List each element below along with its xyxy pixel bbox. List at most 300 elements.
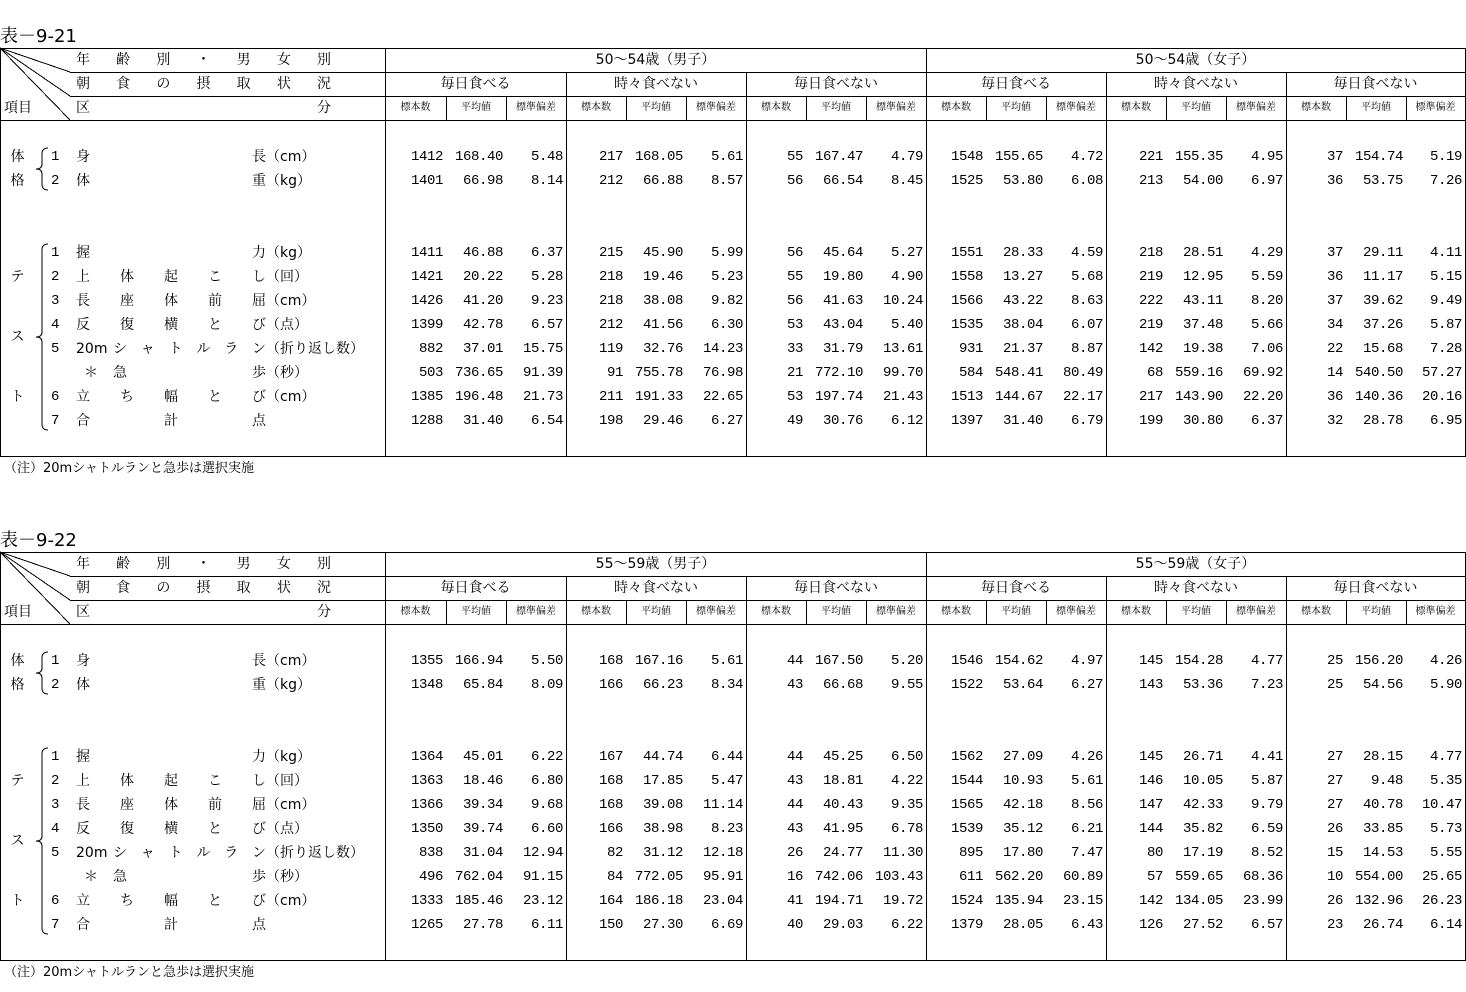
std-dev-cell: 8.09 [530, 677, 563, 693]
item-name: 長 座 体 前 屈 [76, 293, 266, 309]
item-name: 反 復 横 と び [76, 821, 266, 837]
item-unit: （回） [266, 269, 308, 285]
std-dev-cell: 4.22 [890, 773, 923, 789]
sample-count-cell: 68 [1146, 365, 1163, 381]
mean-value-cell: 45.64 [822, 245, 863, 261]
sample-count-cell: 43 [786, 773, 803, 789]
sample-count-cell: 144 [1138, 821, 1163, 837]
mean-value-cell: 154.28 [1174, 653, 1223, 669]
mean-value-cell: 562.20 [994, 869, 1043, 885]
mean-value-cell: 26.74 [1362, 917, 1403, 933]
sample-count-cell: 1348 [410, 677, 443, 693]
item-number: 3 [51, 293, 60, 309]
table-row [0, 865, 1466, 889]
breakfast-status-header-label: 朝 食 の 摂 取 状 況 [76, 580, 331, 596]
std-dev-cell: 9.23 [530, 293, 563, 309]
std-dev-cell: 4.41 [1250, 749, 1283, 765]
mean-value-cell: 12.95 [1182, 269, 1223, 285]
table-row [0, 241, 1466, 265]
sample-count-cell: 145 [1138, 653, 1163, 669]
sample-count-cell: 142 [1138, 893, 1163, 909]
section-label: 格 [10, 173, 25, 189]
header-diagonal-line [0, 48, 70, 72]
stat-column-header: 標本数 [1301, 606, 1331, 617]
mean-value-cell: 27.30 [642, 917, 683, 933]
sample-count-cell: 36 [1326, 389, 1343, 405]
mean-value-cell: 53.80 [1002, 173, 1043, 189]
std-dev-cell: 21.73 [522, 389, 563, 405]
item-unit: （秒） [266, 365, 308, 381]
mean-value-cell: 548.41 [994, 365, 1043, 381]
table-row [0, 673, 1466, 697]
std-dev-cell: 10.47 [1421, 797, 1462, 813]
item-unit: （折り返し数） [266, 341, 364, 357]
section-label: ト [10, 389, 25, 405]
sample-count-cell: 167 [598, 749, 623, 765]
stat-column-header: 標準偏差 [516, 606, 556, 617]
std-dev-cell: 5.28 [530, 269, 563, 285]
table-row [0, 289, 1466, 313]
std-dev-cell: 5.15 [1429, 269, 1462, 285]
item-number: 4 [51, 317, 60, 333]
std-dev-cell: 5.61 [1070, 773, 1103, 789]
std-dev-cell: 6.54 [530, 413, 563, 429]
std-dev-cell: 5.68 [1070, 269, 1103, 285]
mean-value-cell: 167.16 [634, 653, 683, 669]
sample-count-cell: 1363 [410, 773, 443, 789]
table-row [0, 265, 1466, 289]
stat-column-header: 標準偏差 [1236, 102, 1276, 113]
breakfast-group-header: 毎日食べない [1333, 580, 1418, 596]
breakfast-group-header: 毎日食べない [794, 580, 878, 596]
mean-value-cell: 140.36 [1354, 389, 1403, 405]
mean-value-cell: 168.40 [454, 149, 503, 165]
item-number: 2 [51, 269, 60, 285]
std-dev-cell: 7.23 [1250, 677, 1283, 693]
age-sex-group-header: 55～59歳（女子） [1135, 556, 1256, 572]
sample-count-cell: 26 [786, 845, 803, 861]
mean-value-cell: 40.78 [1362, 797, 1403, 813]
mean-value-cell: 29.03 [822, 917, 863, 933]
item-name: 握 力 [76, 749, 266, 765]
breakfast-group-header: 時々食べない [1154, 76, 1238, 92]
item-number: 7 [51, 413, 60, 429]
table-row [0, 913, 1466, 937]
item-number: 3 [51, 797, 60, 813]
mean-value-cell: 37.26 [1362, 317, 1403, 333]
sample-count-cell: 931 [958, 341, 983, 357]
mean-value-cell: 540.50 [1354, 365, 1403, 381]
sample-count-cell: 57 [1146, 869, 1163, 885]
sample-count-cell: 1562 [950, 749, 983, 765]
std-dev-cell: 13.61 [882, 341, 923, 357]
sample-count-cell: 91 [606, 365, 623, 381]
mean-value-cell: 144.67 [994, 389, 1043, 405]
mean-value-cell: 41.63 [822, 293, 863, 309]
header-diagonal-line [0, 552, 70, 576]
std-dev-cell: 15.75 [522, 341, 563, 357]
std-dev-cell: 95.91 [702, 869, 743, 885]
mean-value-cell: 66.88 [642, 173, 683, 189]
sample-count-cell: 895 [958, 845, 983, 861]
sample-count-cell: 838 [418, 845, 443, 861]
std-dev-cell: 5.66 [1250, 317, 1283, 333]
sample-count-cell: 40 [786, 917, 803, 933]
std-dev-cell: 5.27 [890, 245, 923, 261]
mean-value-cell: 54.00 [1182, 173, 1223, 189]
std-dev-cell: 69.92 [1242, 365, 1283, 381]
stat-column-header: 標本数 [1121, 102, 1151, 113]
std-dev-cell: 11.14 [702, 797, 743, 813]
std-dev-cell: 6.78 [890, 821, 923, 837]
item-name: 体 重 [76, 677, 266, 693]
table-row [0, 313, 1466, 337]
sample-count-cell: 1366 [410, 797, 443, 813]
std-dev-cell: 9.35 [890, 797, 923, 813]
item-number: 2 [51, 173, 60, 189]
mean-value-cell: 17.19 [1182, 845, 1223, 861]
sample-count-cell: 53 [786, 317, 803, 333]
std-dev-cell: 103.43 [874, 869, 923, 885]
mean-value-cell: 41.95 [822, 821, 863, 837]
mean-value-cell: 31.79 [822, 341, 863, 357]
sample-count-cell: 219 [1138, 317, 1163, 333]
sample-count-cell: 33 [786, 341, 803, 357]
sample-count-cell: 22 [1326, 341, 1343, 357]
sample-count-cell: 1379 [950, 917, 983, 933]
item-number: 5 [51, 845, 60, 861]
std-dev-cell: 12.18 [702, 845, 743, 861]
sample-count-cell: 218 [598, 269, 623, 285]
item-unit: （cm） [266, 389, 316, 405]
sample-count-cell: 44 [786, 797, 803, 813]
std-dev-cell: 8.14 [530, 173, 563, 189]
item-unit: （kg） [266, 245, 311, 261]
stat-column-header: 標本数 [581, 606, 611, 617]
std-dev-cell: 6.21 [1070, 821, 1103, 837]
stat-column-header: 平均値 [1001, 102, 1031, 113]
sample-count-cell: 215 [598, 245, 623, 261]
sample-count-cell: 43 [786, 821, 803, 837]
mean-value-cell: 28.15 [1362, 749, 1403, 765]
mean-value-cell: 11.17 [1362, 269, 1403, 285]
sample-count-cell: 34 [1326, 317, 1343, 333]
table-title: 表－9-21 [0, 26, 77, 47]
stat-column-header: 平均値 [641, 606, 671, 617]
header-diagonal-line [0, 552, 70, 600]
std-dev-cell: 22.17 [1062, 389, 1103, 405]
sample-count-cell: 168 [598, 797, 623, 813]
sample-count-cell: 496 [418, 869, 443, 885]
sample-count-cell: 503 [418, 365, 443, 381]
std-dev-cell: 8.52 [1250, 845, 1283, 861]
sample-count-cell: 168 [598, 773, 623, 789]
stat-column-header: 平均値 [1181, 102, 1211, 113]
mean-value-cell: 37.48 [1182, 317, 1223, 333]
mean-value-cell: 167.47 [814, 149, 863, 165]
stat-column-header: 標準偏差 [696, 102, 736, 113]
sample-count-cell: 217 [1138, 389, 1163, 405]
std-dev-cell: 7.28 [1429, 341, 1462, 357]
std-dev-cell: 6.07 [1070, 317, 1103, 333]
table-row [0, 793, 1466, 817]
stat-column-header: 平均値 [821, 102, 851, 113]
std-dev-cell: 6.37 [1250, 413, 1283, 429]
mean-value-cell: 43.22 [1002, 293, 1043, 309]
age-sex-header-label: 年 齢 別 ・ 男 女 別 [76, 556, 331, 572]
mean-value-cell: 194.71 [814, 893, 863, 909]
sample-count-cell: 211 [598, 389, 623, 405]
mean-value-cell: 742.06 [814, 869, 863, 885]
sample-count-cell: 142 [1138, 341, 1163, 357]
std-dev-cell: 91.15 [522, 869, 563, 885]
std-dev-cell: 8.57 [710, 173, 743, 189]
sample-count-cell: 1513 [950, 389, 983, 405]
item-unit: （cm） [266, 653, 316, 669]
stat-column-header: 標本数 [400, 606, 431, 617]
sample-count-cell: 143 [1138, 677, 1163, 693]
sample-count-cell: 1399 [410, 317, 443, 333]
std-dev-cell: 6.97 [1250, 173, 1283, 189]
mean-value-cell: 18.81 [822, 773, 863, 789]
sample-count-cell: 27 [1326, 773, 1343, 789]
category-header-label: 区 分 [76, 100, 331, 116]
mean-value-cell: 14.53 [1362, 845, 1403, 861]
header-diagonal-line [0, 48, 70, 96]
mean-value-cell: 143.90 [1174, 389, 1223, 405]
table-row [0, 769, 1466, 793]
sample-count-cell: 25 [1326, 677, 1343, 693]
std-dev-cell: 9.79 [1250, 797, 1283, 813]
sample-count-cell: 199 [1138, 413, 1163, 429]
sample-count-cell: 14 [1326, 365, 1343, 381]
item-name: 合 計 点 [76, 917, 266, 933]
mean-value-cell: 132.96 [1354, 893, 1403, 909]
std-dev-cell: 5.73 [1429, 821, 1462, 837]
std-dev-cell: 9.68 [530, 797, 563, 813]
sample-count-cell: 119 [598, 341, 623, 357]
std-dev-cell: 68.36 [1242, 869, 1283, 885]
mean-value-cell: 168.05 [634, 149, 683, 165]
item-header-label: 項目 [4, 604, 32, 620]
sample-count-cell: 84 [606, 869, 623, 885]
stat-column-header: 平均値 [461, 606, 491, 617]
sample-count-cell: 221 [1138, 149, 1163, 165]
sample-count-cell: 1385 [410, 389, 443, 405]
stat-column-header: 標準偏差 [876, 606, 916, 617]
sample-count-cell: 584 [958, 365, 983, 381]
sample-count-cell: 1355 [410, 653, 443, 669]
mean-value-cell: 29.46 [642, 413, 683, 429]
mean-value-cell: 755.78 [634, 365, 683, 381]
std-dev-cell: 5.40 [890, 317, 923, 333]
breakfast-group-header: 毎日食べる [440, 580, 511, 596]
std-dev-cell: 80.49 [1062, 365, 1103, 381]
mean-value-cell: 39.34 [462, 797, 503, 813]
std-dev-cell: 9.49 [1429, 293, 1462, 309]
mean-value-cell: 53.75 [1362, 173, 1403, 189]
sample-count-cell: 55 [786, 149, 803, 165]
mean-value-cell: 27.78 [462, 917, 503, 933]
std-dev-cell: 6.27 [710, 413, 743, 429]
std-dev-cell: 8.87 [1070, 341, 1103, 357]
std-dev-cell: 6.69 [710, 917, 743, 933]
std-dev-cell: 6.79 [1070, 413, 1103, 429]
item-prefix: 20m [76, 341, 108, 357]
sample-count-cell: 611 [958, 869, 983, 885]
std-dev-cell: 4.72 [1070, 149, 1103, 165]
mean-value-cell: 39.08 [642, 797, 683, 813]
mean-value-cell: 166.94 [454, 653, 503, 669]
std-dev-cell: 6.95 [1429, 413, 1462, 429]
std-dev-cell: 10.24 [882, 293, 923, 309]
mean-value-cell: 554.00 [1354, 869, 1403, 885]
breakfast-group-header: 毎日食べる [981, 580, 1051, 596]
std-dev-cell: 8.20 [1250, 293, 1283, 309]
item-name: 上 体 起 こ し [76, 773, 266, 789]
item-number: 1 [51, 749, 60, 765]
sample-count-cell: 164 [598, 893, 623, 909]
std-dev-cell: 5.90 [1429, 677, 1462, 693]
section-label: 格 [10, 677, 25, 693]
sample-count-cell: 21 [786, 365, 803, 381]
stat-column-header: 標準偏差 [1056, 102, 1096, 113]
std-dev-cell: 7.47 [1070, 845, 1103, 861]
table-row [0, 745, 1466, 769]
sample-count-cell: 147 [1138, 797, 1163, 813]
mean-value-cell: 66.54 [822, 173, 863, 189]
mean-value-cell: 45.25 [822, 749, 863, 765]
sample-count-cell: 219 [1138, 269, 1163, 285]
std-dev-cell: 12.94 [522, 845, 563, 861]
std-dev-cell: 5.87 [1250, 773, 1283, 789]
sample-count-cell: 1401 [410, 173, 443, 189]
mean-value-cell: 134.05 [1174, 893, 1223, 909]
std-dev-cell: 5.23 [710, 269, 743, 285]
sample-count-cell: 166 [598, 821, 623, 837]
mean-value-cell: 17.80 [1002, 845, 1043, 861]
std-dev-cell: 4.59 [1070, 245, 1103, 261]
std-dev-cell: 6.30 [710, 317, 743, 333]
table-row [0, 337, 1466, 361]
sample-count-cell: 41 [786, 893, 803, 909]
sample-count-cell: 26 [1326, 893, 1343, 909]
std-dev-cell: 6.22 [530, 749, 563, 765]
std-dev-cell: 6.43 [1070, 917, 1103, 933]
mean-value-cell: 19.46 [642, 269, 683, 285]
std-dev-cell: 9.82 [710, 293, 743, 309]
sample-count-cell: 43 [786, 677, 803, 693]
sample-count-cell: 44 [786, 653, 803, 669]
item-name: 身 長 [76, 149, 266, 165]
mean-value-cell: 20.22 [462, 269, 503, 285]
std-dev-cell: 60.89 [1062, 869, 1103, 885]
mean-value-cell: 46.88 [462, 245, 503, 261]
mean-value-cell: 54.56 [1362, 677, 1403, 693]
sample-count-cell: 218 [1138, 245, 1163, 261]
sample-count-cell: 36 [1326, 173, 1343, 189]
mean-value-cell: 32.76 [642, 341, 683, 357]
stat-column-header: 平均値 [821, 606, 851, 617]
sample-count-cell: 1265 [410, 917, 443, 933]
std-dev-cell: 19.72 [882, 893, 923, 909]
item-unit: （点） [266, 317, 308, 333]
item-unit: （cm） [266, 293, 316, 309]
item-number: 4 [51, 821, 60, 837]
std-dev-cell: 22.65 [702, 389, 743, 405]
stat-column-header: 標準偏差 [696, 606, 736, 617]
std-dev-cell: 6.22 [890, 917, 923, 933]
mean-value-cell: 154.74 [1354, 149, 1403, 165]
mean-value-cell: 155.65 [994, 149, 1043, 165]
sample-count-cell: 1546 [950, 653, 983, 669]
mean-value-cell: 27.52 [1182, 917, 1223, 933]
statistics-table [0, 530, 1466, 992]
mean-value-cell: 65.84 [462, 677, 503, 693]
footnote: （注）20mシャトルランと急歩は選択実施 [4, 461, 254, 476]
std-dev-cell: 6.80 [530, 773, 563, 789]
sample-count-cell: 1364 [410, 749, 443, 765]
stat-column-header: 標準偏差 [1236, 606, 1276, 617]
std-dev-cell: 25.65 [1421, 869, 1462, 885]
mean-value-cell: 26.71 [1182, 749, 1223, 765]
mean-value-cell: 28.05 [1002, 917, 1043, 933]
item-name: 反 復 横 と び [76, 317, 266, 333]
sample-count-cell: 1566 [950, 293, 983, 309]
sample-count-cell: 218 [598, 293, 623, 309]
std-dev-cell: 99.70 [882, 365, 923, 381]
item-name: 急 歩 [113, 869, 266, 885]
item-name: シ ャ ト ル ラ ン [113, 845, 266, 861]
table-row [0, 169, 1466, 193]
mean-value-cell: 196.48 [454, 389, 503, 405]
item-prefix: ＊ [84, 869, 98, 885]
stat-column-header: 標本数 [1301, 102, 1331, 113]
mean-value-cell: 43.04 [822, 317, 863, 333]
mean-value-cell: 135.94 [994, 893, 1043, 909]
mean-value-cell: 41.20 [462, 293, 503, 309]
mean-value-cell: 772.05 [634, 869, 683, 885]
sample-count-cell: 166 [598, 677, 623, 693]
std-dev-cell: 20.16 [1421, 389, 1462, 405]
category-header-label: 区 分 [76, 604, 331, 620]
mean-value-cell: 27.09 [1002, 749, 1043, 765]
breakfast-group-header: 時々食べない [614, 76, 698, 92]
sample-count-cell: 1544 [950, 773, 983, 789]
stat-column-header: 標本数 [1121, 606, 1151, 617]
sample-count-cell: 25 [1326, 653, 1343, 669]
age-sex-group-header: 50～54歳（男子） [595, 52, 716, 68]
stat-column-header: 標準偏差 [1415, 606, 1456, 617]
mean-value-cell: 41.56 [642, 317, 683, 333]
std-dev-cell: 21.43 [882, 389, 923, 405]
stat-column-header: 平均値 [461, 102, 491, 113]
std-dev-cell: 4.77 [1250, 653, 1283, 669]
sample-count-cell: 36 [1326, 269, 1343, 285]
std-dev-cell: 5.55 [1429, 845, 1462, 861]
table-row [0, 145, 1466, 169]
sample-count-cell: 1411 [410, 245, 443, 261]
stat-column-header: 標準偏差 [516, 102, 556, 113]
sample-count-cell: 1525 [950, 173, 983, 189]
stat-column-header: 平均値 [641, 102, 671, 113]
sample-count-cell: 10 [1326, 869, 1343, 885]
stat-column-header: 標本数 [581, 102, 611, 113]
breakfast-group-header: 毎日食べない [1333, 76, 1418, 92]
mean-value-cell: 155.35 [1174, 149, 1223, 165]
mean-value-cell: 29.11 [1362, 245, 1403, 261]
std-dev-cell: 5.48 [530, 149, 563, 165]
